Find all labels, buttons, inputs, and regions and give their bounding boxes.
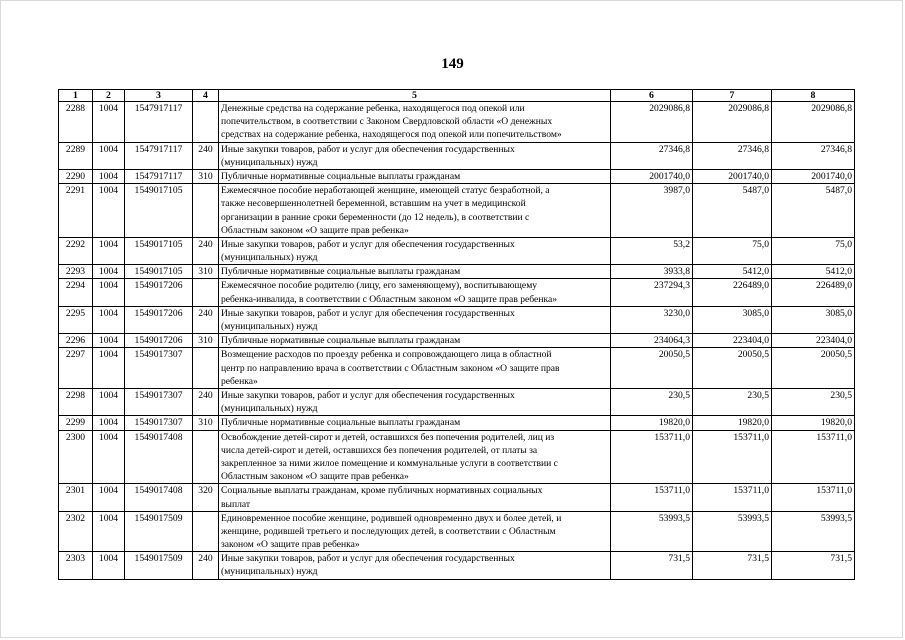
description-line: Областным законом «О защите прав ребенка» [221, 471, 409, 483]
expense-type-code-cell: 240 [193, 142, 219, 169]
description-line: (муниципальных) нужд [221, 566, 318, 578]
row-number-cell: 2289 [59, 142, 93, 169]
description-line: средствах на содержание ребенка, находящегося под опекой или попечительством» [221, 129, 562, 141]
section-code-cell: 1004 [93, 334, 125, 348]
amount-cell-col8: 230,5 [772, 388, 855, 415]
row-number-cell: 2295 [59, 306, 93, 333]
section-code-cell: 1004 [93, 184, 125, 238]
section-code-cell: 1004 [93, 552, 125, 579]
header-row [59, 90, 855, 102]
section-code-cell: 1004 [93, 265, 125, 279]
section-code-cell: 1004 [93, 388, 125, 415]
column-header: 5 [219, 90, 611, 102]
amount-cell-col7: 2029086,8 [693, 102, 772, 143]
target-article-code-cell: 1549017408 [125, 430, 193, 484]
section-code-cell: 1004 [93, 484, 125, 511]
description-line: Областным законом «О защите прав ребенка» [221, 224, 409, 236]
table-row [59, 484, 855, 511]
expense-type-code-cell: 240 [193, 388, 219, 415]
expense-type-code-cell: 310 [193, 416, 219, 430]
description-line: (муниципальных) нужд [221, 403, 318, 415]
column-header: 1 [59, 90, 93, 102]
description-line: ребенка-инвалида, в соответствии с Областным законом «О защите прав ребенка» [221, 293, 558, 305]
target-article-code-cell: 1549017206 [125, 334, 193, 348]
description-line: Ежемесячное пособие родителю (лицу, его заменяющему), воспитывающему [221, 280, 538, 292]
expense-type-code-cell [193, 184, 219, 238]
section-code-cell: 1004 [93, 169, 125, 183]
description-line: выплат [221, 498, 251, 510]
table-row [59, 388, 855, 415]
amount-cell-col6: 3987,0 [611, 184, 693, 238]
description-line: Иные закупки товаров, работ и услуг для обеспечения государственных [221, 238, 515, 250]
column-header: 4 [193, 90, 219, 102]
section-code-cell: 1004 [93, 416, 125, 430]
table-row [59, 348, 855, 389]
expense-type-code-cell [193, 511, 219, 552]
amount-cell-col6: 2001740,0 [611, 169, 693, 183]
amount-cell-col7: 153711,0 [693, 430, 772, 484]
amount-cell-col7: 5412,0 [693, 265, 772, 279]
description-line: законом «О защите прав ребенка» [221, 539, 360, 551]
description-line: Освобождение детей-сирот и детей, оставшихся без попечения родителей, лиц из [221, 431, 555, 443]
table-row [59, 552, 855, 579]
description-cell [219, 334, 611, 348]
amount-cell-col8: 226489,0 [772, 279, 855, 306]
row-number-cell: 2294 [59, 279, 93, 306]
table-body [59, 102, 855, 580]
table-row [59, 416, 855, 430]
amount-cell-col8: 2029086,8 [772, 102, 855, 143]
table-row [59, 102, 855, 143]
section-code-cell: 1004 [93, 511, 125, 552]
description-cell [219, 430, 611, 484]
column-header: 2 [93, 90, 125, 102]
target-article-code-cell: 1547917117 [125, 142, 193, 169]
row-number-cell: 2302 [59, 511, 93, 552]
table-row [59, 237, 855, 264]
section-code-cell: 1004 [93, 348, 125, 389]
description-line: Иные закупки товаров, работ и услуг для обеспечения государственных [221, 389, 515, 401]
table-row [59, 142, 855, 169]
row-number-cell: 2293 [59, 265, 93, 279]
row-number-cell: 2298 [59, 388, 93, 415]
amount-cell-col8: 27346,8 [772, 142, 855, 169]
amount-cell-col6: 2029086,8 [611, 102, 693, 143]
expense-type-code-cell [193, 102, 219, 143]
description-line: Единовременное пособие женщине, родившей одновременно двух и более детей, и [221, 512, 562, 524]
description-line: попечительством, в соответствии с Законом Свердловской области «О денежных [221, 116, 553, 128]
expense-type-code-cell [193, 430, 219, 484]
description-cell [219, 484, 611, 511]
amount-cell-col7: 53993,5 [693, 511, 772, 552]
amount-cell-col7: 226489,0 [693, 279, 772, 306]
amount-cell-col6: 230,5 [611, 388, 693, 415]
description-cell [219, 279, 611, 306]
target-article-code-cell: 1549017105 [125, 237, 193, 264]
amount-cell-col6: 153711,0 [611, 484, 693, 511]
amount-cell-col6: 234064,3 [611, 334, 693, 348]
description-line: Публичные нормативные социальные выплаты гражданам [221, 170, 461, 182]
table-row [59, 334, 855, 348]
amount-cell-col8: 19820,0 [772, 416, 855, 430]
table-row [59, 184, 855, 238]
target-article-code-cell: 1547917117 [125, 169, 193, 183]
row-number-cell: 2300 [59, 430, 93, 484]
description-cell [219, 416, 611, 430]
table-row [59, 279, 855, 306]
section-code-cell: 1004 [93, 237, 125, 264]
amount-cell-col6: 20050,5 [611, 348, 693, 389]
description-line: Иные закупки товаров, работ и услуг для обеспечения государственных [221, 307, 515, 319]
target-article-code-cell: 1549017105 [125, 184, 193, 238]
description-cell [219, 169, 611, 183]
table-row [59, 265, 855, 279]
amount-cell-col6: 153711,0 [611, 430, 693, 484]
amount-cell-col8: 153711,0 [772, 484, 855, 511]
expense-type-code-cell: 310 [193, 334, 219, 348]
table-row [59, 511, 855, 552]
expense-type-code-cell: 310 [193, 169, 219, 183]
expense-type-code-cell: 240 [193, 306, 219, 333]
amount-cell-col6: 731,5 [611, 552, 693, 579]
description-line: (муниципальных) нужд [221, 252, 318, 264]
description-cell [219, 511, 611, 552]
amount-cell-col6: 27346,8 [611, 142, 693, 169]
amount-cell-col8: 5412,0 [772, 265, 855, 279]
target-article-code-cell: 1549017206 [125, 279, 193, 306]
target-article-code-cell: 1549017307 [125, 388, 193, 415]
column-header: 8 [772, 90, 855, 102]
column-header: 6 [611, 90, 693, 102]
table-row [59, 169, 855, 183]
description-line: Иные закупки товаров, работ и услуг для обеспечения государственных [221, 143, 515, 155]
column-header: 7 [693, 90, 772, 102]
expense-type-code-cell [193, 348, 219, 389]
description-cell [219, 388, 611, 415]
amount-cell-col6: 19820,0 [611, 416, 693, 430]
description-line: женщине, родившей третьего и последующих детей, в соответствии с Областным [221, 525, 556, 537]
row-number-cell: 2296 [59, 334, 93, 348]
page-number: 149 [441, 56, 464, 72]
amount-cell-col6: 3933,8 [611, 265, 693, 279]
target-article-code-cell: 1549017105 [125, 265, 193, 279]
description-cell [219, 142, 611, 169]
description-cell [219, 265, 611, 279]
description-line: центр по направлению врача в соответствии с Областным законом «О защите прав [221, 362, 560, 374]
amount-cell-col6: 237294,3 [611, 279, 693, 306]
target-article-code-cell: 1549017509 [125, 511, 193, 552]
target-article-code-cell: 1549017509 [125, 552, 193, 579]
description-cell [219, 184, 611, 238]
description-cell [219, 102, 611, 143]
expense-type-code-cell: 240 [193, 552, 219, 579]
row-number-cell: 2290 [59, 169, 93, 183]
section-code-cell: 1004 [93, 306, 125, 333]
description-line: числа детей-сирот и детей, оставшихся без попечения родителей, от платы за [221, 444, 538, 456]
target-article-code-cell: 1547917117 [125, 102, 193, 143]
description-line: Денежные средства на содержание ребенка, находящегося под опекой или [221, 103, 525, 114]
description-line: также несовершеннолетней беременной, вставшим на учет в медицинской [221, 198, 526, 210]
amount-cell-col7: 2001740,0 [693, 169, 772, 183]
amount-cell-col6: 3230,0 [611, 306, 693, 333]
amount-cell-col7: 153711,0 [693, 484, 772, 511]
amount-cell-col8: 75,0 [772, 237, 855, 264]
section-code-cell: 1004 [93, 430, 125, 484]
amount-cell-col7: 75,0 [693, 237, 772, 264]
section-code-cell: 1004 [93, 142, 125, 169]
expense-type-code-cell: 310 [193, 265, 219, 279]
description-line: Публичные нормативные социальные выплаты гражданам [221, 417, 461, 429]
section-code-cell: 1004 [93, 279, 125, 306]
expense-type-code-cell: 240 [193, 237, 219, 264]
table-row [59, 306, 855, 333]
amount-cell-col6: 53993,5 [611, 511, 693, 552]
expense-type-code-cell [193, 279, 219, 306]
description-line: организации в ранние сроки беременности (до 12 недель), в соответствии с [221, 211, 530, 223]
row-number-cell: 2299 [59, 416, 93, 430]
column-header: 3 [125, 90, 193, 102]
amount-cell-col8: 2001740,0 [772, 169, 855, 183]
amount-cell-col6: 53,2 [611, 237, 693, 264]
description-line: Публичные нормативные социальные выплаты гражданам [221, 335, 461, 347]
row-number-cell: 2292 [59, 237, 93, 264]
description-line: Возмещение расходов по проезду ребенка и сопровождающего лица в областной [221, 349, 552, 361]
amount-cell-col7: 223404,0 [693, 334, 772, 348]
amount-cell-col8: 20050,5 [772, 348, 855, 389]
amount-cell-col8: 153711,0 [772, 430, 855, 484]
amount-cell-col7: 19820,0 [693, 416, 772, 430]
amount-cell-col8: 731,5 [772, 552, 855, 579]
target-article-code-cell: 1549017307 [125, 416, 193, 430]
description-line: Публичные нормативные социальные выплаты гражданам [221, 266, 461, 278]
description-line: Иные закупки товаров, работ и услуг для обеспечения государственных [221, 553, 515, 565]
target-article-code-cell: 1549017206 [125, 306, 193, 333]
description-line: Ежемесячное пособие неработающей женщине, имеющей статус безработной, а [221, 185, 550, 197]
amount-cell-col7: 3085,0 [693, 306, 772, 333]
target-article-code-cell: 1549017408 [125, 484, 193, 511]
amount-cell-col7: 20050,5 [693, 348, 772, 389]
budget-table [58, 89, 855, 580]
amount-cell-col7: 27346,8 [693, 142, 772, 169]
description-cell [219, 348, 611, 389]
amount-cell-col7: 731,5 [693, 552, 772, 579]
description-line: закрепленное за ними жилое помещение и коммунальные услуги в соответствии с [221, 457, 558, 469]
row-number-cell: 2301 [59, 484, 93, 511]
amount-cell-col7: 5487,0 [693, 184, 772, 238]
description-line: (муниципальных) нужд [221, 156, 318, 168]
section-code-cell: 1004 [93, 102, 125, 143]
description-cell [219, 237, 611, 264]
description-line: (муниципальных) нужд [221, 321, 318, 333]
table-row [59, 430, 855, 484]
amount-cell-col8: 5487,0 [772, 184, 855, 238]
description-line: Социальные выплаты гражданам, кроме публичных нормативных социальных [221, 485, 543, 497]
row-number-cell: 2288 [59, 102, 93, 143]
amount-cell-col8: 223404,0 [772, 334, 855, 348]
description-line: ребенка» [221, 375, 258, 387]
amount-cell-col7: 230,5 [693, 388, 772, 415]
row-number-cell: 2297 [59, 348, 93, 389]
amount-cell-col8: 53993,5 [772, 511, 855, 552]
description-cell [219, 552, 611, 579]
expense-type-code-cell: 320 [193, 484, 219, 511]
row-number-cell: 2291 [59, 184, 93, 238]
description-cell [219, 306, 611, 333]
target-article-code-cell: 1549017307 [125, 348, 193, 389]
row-number-cell: 2303 [59, 552, 93, 579]
amount-cell-col8: 3085,0 [772, 306, 855, 333]
